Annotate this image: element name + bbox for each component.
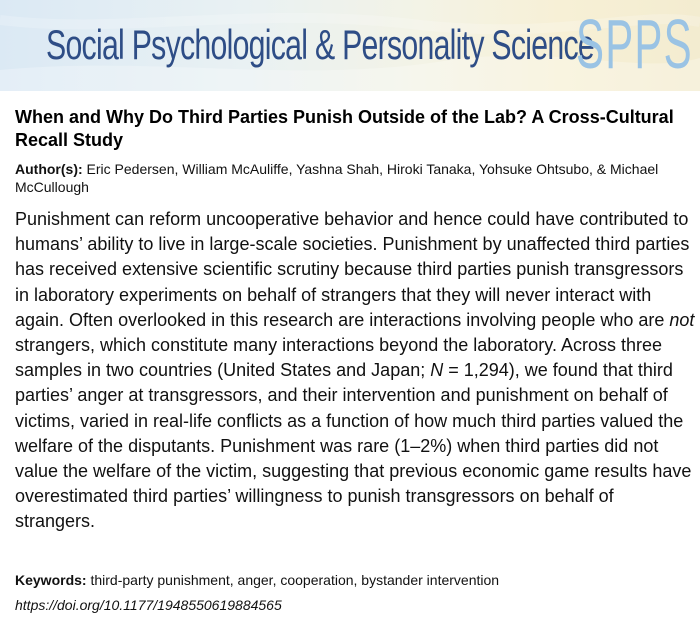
keywords-list: third-party punishment, anger, cooperation, bystander intervention	[90, 572, 500, 588]
abstract-emphasis-not: not	[669, 309, 695, 330]
keywords-label: Keywords:	[15, 572, 87, 588]
journal-title: Social Psychological & Personality Science	[46, 21, 594, 68]
authors-label: Author(s):	[15, 161, 83, 177]
journal-acronym-logo: SPPS	[576, 5, 693, 83]
doi-link[interactable]: https://doi.org/10.1177/1948550619884565	[15, 597, 282, 613]
article-title: When and Why Do Third Parties Punish Outside of the Lab? A Cross-Cultural Recall Study	[15, 107, 674, 150]
authors-names: Eric Pedersen, William McAuliffe, Yashna Shah, Hiroki Tanaka, Yohsuke Ohtsubo, & Michael McCullough	[15, 161, 659, 195]
abstract-part-2: strangers, which constitute many interactions beyond the laboratory. Across three samples in two countries (United States and Japan;	[15, 335, 662, 381]
abstract-part-3: = 1,294), we found that third parties’ anger at transgressors, and their intervention and punishment on behalf of victims, varied in real-life conflicts as a function of how much third parties valued the welfare of the disputants. Punishment was rare (1–2%) when third parties did not value the welfare of the victim, suggesting that previous economic game results have overestimated third parties’ willingness to punish transgressors on behalf of strangers.	[15, 360, 692, 532]
abstract-part-1: Punishment can reform uncooperative behavior and hence could have contributed to humans’ ability to live in large-scale societies. Punishment by unaffected third parties has received extensive scientific scrutiny because third parties punish transgressors in laboratory experiments on behalf of strangers that they will never interact with again. Often overlooked in this research are interactions involving people who are	[15, 209, 690, 330]
author-list	[15, 160, 685, 196]
abstract-emphasis-n: N	[430, 360, 444, 381]
abstract	[15, 207, 695, 535]
keywords	[15, 571, 685, 589]
journal-banner	[0, 0, 700, 91]
